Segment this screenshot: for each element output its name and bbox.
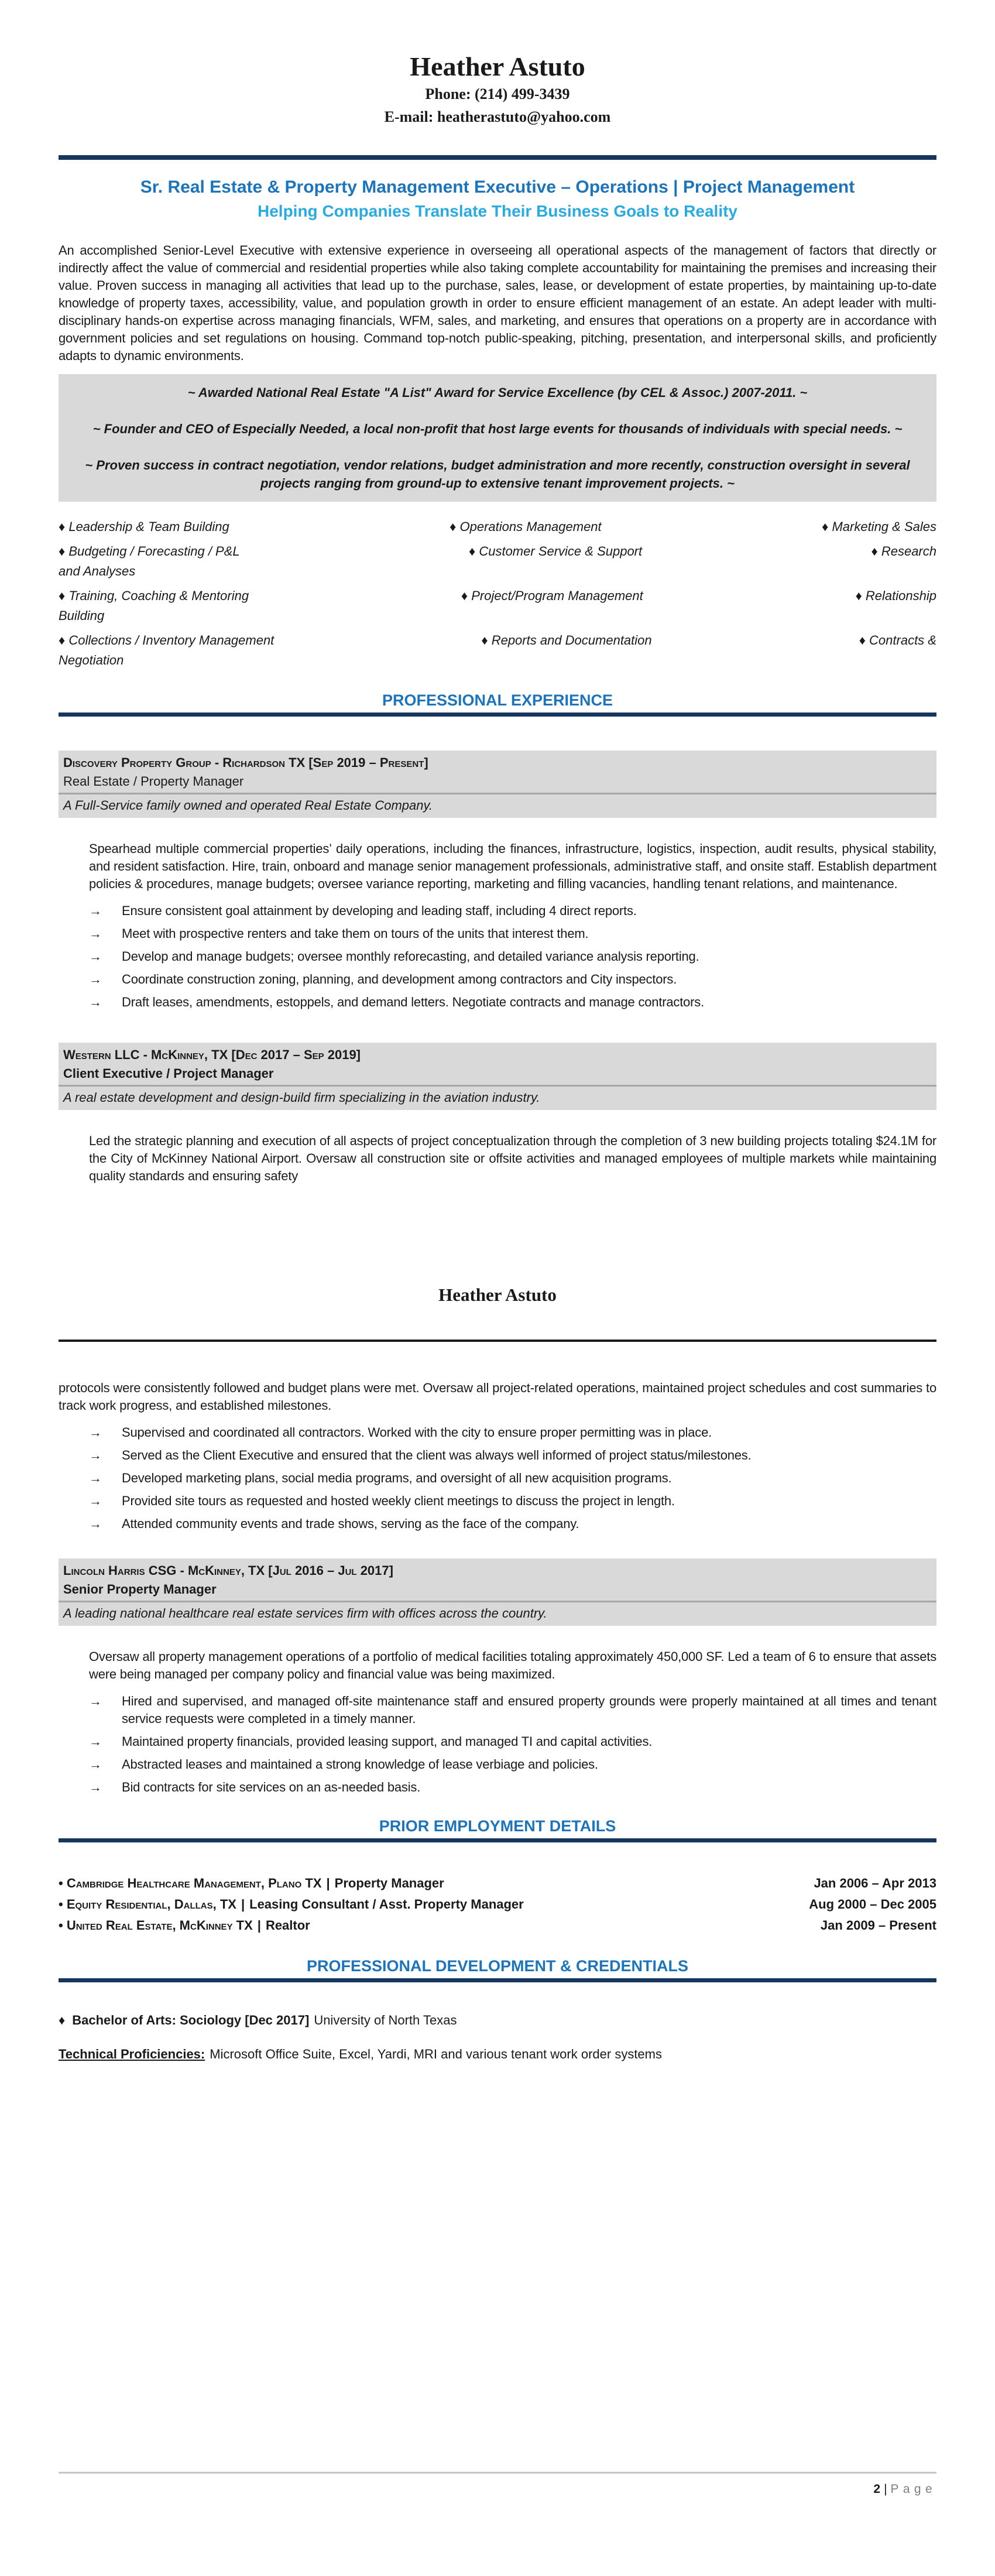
skill-item: ♦ Reports and Documentation [481,632,652,648]
technical-proficiencies-label: Technical Proficiencies: [59,2046,205,2061]
pipe-separator: | [241,1896,245,1912]
page-footer [873,2482,936,2496]
job-bullet: → Develop and manage budgets; oversee monthly reforecasting, and detailed variance analysis reporting. [59,948,936,965]
prior-employment-list [59,1873,936,1936]
highlights-box [59,374,936,502]
pipe-separator: | [326,1875,330,1890]
technical-proficiencies-text: Microsoft Office Suite, Excel, Yardi, MRI and various tenant work order systems [210,2046,662,2061]
skills-row [59,631,936,650]
skills-row [59,586,936,606]
job-company-blurb: A Full-Service family owned and operated Real Estate Company. [63,797,433,813]
job-bullet: → Abstracted leases and maintained a strong knowledge of lease verbiage and policies. [59,1756,936,1773]
header-divider-bar [59,155,936,160]
resume-title: Sr. Real Estate & Property Management Executive – Operations | Project Management [140,177,855,197]
section-heading-development: PROFESSIONAL DEVELOPMENT & CREDENTIALS [306,1957,689,1975]
skill-item: ♦ Budgeting / Forecasting / P&L [59,543,240,559]
job-paragraph: Spearhead multiple commercial properties’ daily operations, including the finances, infrastructure, logistics, inspection, audit results, physical stability, and resident satisfaction. Hire, train, onboard and manage senior management professionals, administrative staff, and onsite staff. Establish department policies & procedures, manage budgets; oversee variance reporting, marketing and filling vacancies, handling tenant relations, and maintenance. [89,841,936,891]
skill-item: ♦ Training, Coaching & Mentoring [59,588,249,603]
dot-bullet-icon: • [59,1896,63,1912]
skills-row [59,517,936,537]
skill-item: ♦ Collections / Inventory Management [59,632,275,648]
arrow-bullet-icon: → [89,994,102,1009]
section-heading-experience: PROFESSIONAL EXPERIENCE [382,691,613,709]
prior-employment-row [59,1873,936,1894]
arrow-bullet-icon: → [89,903,102,918]
job-bullet: → Served as the Client Executive and ensured that the client was always well informed of project status/milestones. [59,1447,936,1464]
footer-rule [59,2472,936,2474]
prior-employment-dates: Aug 2000 – Dec 2005 [809,1896,936,1912]
job-bullet: → Supervised and coordinated all contractors. Worked with the city to ensure proper permitting was in place. [59,1424,936,1441]
job-role: Real Estate / Property Manager [63,773,244,789]
resume-subtitle: Helping Companies Translate Their Business Goals to Reality [258,201,737,220]
arrow-bullet-icon: → [89,1493,102,1508]
job-entry-western [59,1043,936,1185]
arrow-bullet-icon: → [89,971,102,986]
pipe-separator: | [884,2482,887,2496]
candidate-name: Heather Astuto [410,52,585,81]
highlight-item: ~ Awarded National Real Estate "A List" Award for Service Excellence (by CEL & Assoc.) 2007-2011. ~ [187,385,808,400]
arrow-bullet-icon: → [89,1516,102,1531]
highlight-item: ~ Founder and CEO of Especially Needed, a local non-profit that host large events for thousands of individuals with special needs. ~ [92,421,903,436]
section-rule [59,1978,936,1982]
job-role: Client Executive / Project Manager [63,1066,274,1081]
job-role: Senior Property Manager [63,1581,217,1597]
phone-line: Phone: (214) 499-3439 [425,85,570,102]
skill-item: ♦ Project/Program Management [461,588,643,603]
job-header [59,1558,936,1626]
page2-header-name: Heather Astuto [438,1284,557,1305]
dot-bullet-icon: • [59,1917,63,1933]
pipe-separator: | [257,1917,261,1933]
skill-item-wrap: Building [59,608,105,623]
arrow-bullet-icon: → [89,1756,102,1772]
skill-item: ♦ Leadership & Team Building [59,519,229,534]
education-line [59,2013,936,2028]
job-bullet: → Meet with prospective renters and take them on tours of the units that interest them. [59,925,936,943]
job-bullet: → Coordinate construction zoning, planning, and development among contractors and City inspectors. [59,971,936,988]
summary-paragraph: An accomplished Senior-Level Executive with extensive experience in overseeing all operational aspects of the management of factors that directly or indirectly affect the value of commercial and residential properties while also taking complete accountability for maintaining the premises and increasing their value. Proven success in managing all activities that lead up to the purchase, sales, lease, or development of estate properties, by maintaining up-to-date knowledge of property taxes, accessibility, value, and population growth in order to ensure efficient management of an estate. An adept leader with multi-disciplinary hands-on expertise across managing financials, WFM, sales, and marketing, and ensures that operations on a property are in accordance with government policies and set regulations on housing. Command top-notch public-speaking, pitching, presentation, and interpersonal skills, and proficiently adapts to dynamic environments. [59,242,936,363]
diamond-bullet-icon: ♦ [59,2012,66,2027]
job-company-line: Discovery Property Group - Richardson TX [Sep 2019 – Present] [63,755,428,770]
arrow-bullet-icon: → [89,1734,102,1749]
skill-item-wrap: Negotiation [59,652,124,667]
arrow-bullet-icon: → [89,1447,102,1462]
degree-school: University of North Texas [314,2012,457,2027]
dot-bullet-icon: • [59,1875,63,1890]
skill-item: ♦ Contracts & [859,632,936,648]
job-paragraph: Led the strategic planning and execution of all aspects of project conceptualization through the completion of 3 new building projects totaling $24.1M for the City of McKinney National Airport. Oversaw all construction site or offsite activities and managed employees of multiple markets while maintaining quality standards and ensuring safety [89,1133,936,1183]
prior-employment-dates: Jan 2009 – Present [820,1917,936,1933]
skill-item: ♦ Operations Management [450,519,602,534]
email-line: E-mail: heatherastuto@yahoo.com [384,108,611,125]
prior-employment-row [59,1915,936,1936]
arrow-bullet-icon: → [89,1424,102,1440]
page-word: Page [890,2482,936,2496]
job-header-divider [59,793,936,794]
job-entry-lincoln-harris [59,1558,936,1796]
skill-item: ♦ Customer Service & Support [469,543,643,559]
arrow-bullet-icon: → [89,1693,102,1708]
prior-employment-entry: • United Real Estate, McKinney TX | Realtor [59,1917,310,1933]
arrow-bullet-icon: → [89,1470,102,1485]
job-bullet: → Attended community events and trade shows, serving as the face of the company. [59,1515,936,1533]
job-paragraph: Oversaw all property management operations of a portfolio of medical facilities totaling approximately 450,000 SF. Led a team of 6 to ensure that assets were being managed per company policy and financial value was being maximized. [89,1649,936,1681]
job-company-blurb: A leading national healthcare real estate services firm with offices across the country. [63,1605,547,1621]
section-rule [59,1838,936,1842]
job-bullet: → Draft leases, amendments, estoppels, and demand letters. Negotiate contracts and manage contractors. [59,994,936,1011]
contact-header [59,0,936,128]
job-entry-discovery [59,751,936,1011]
skill-item: ♦ Research [871,543,936,559]
prior-employment-entry: • Equity Residential, Dallas, TX | Leasing Consultant / Asst. Property Manager [59,1896,524,1912]
arrow-bullet-icon: → [89,1779,102,1794]
job-bullet-list [59,1693,936,1796]
skill-item: ♦ Relationship [855,588,936,603]
degree-title: Bachelor of Arts: Sociology [Dec 2017] [72,2012,310,2027]
prior-employment-row [59,1894,936,1915]
job-bullet-list [59,1424,936,1533]
job-bullet: → Developed marketing plans, social media programs, and oversight of all new acquisition programs. [59,1469,936,1487]
job-company-line: Lincoln Harris CSG - McKinney, TX [Jul 2016 – Jul 2017] [63,1563,393,1578]
job-paragraph-continued: protocols were consistently followed and budget plans were met. Oversaw all project-related operations, maintained project schedules and cost summaries to track work progress, and established milestones. [59,1380,936,1413]
highlight-item: ~ Proven success in contract negotiation, vendor relations, budget administration and more recently, construction oversight in several projects ranging from ground-up to extensive tenant improvement projects. ~ [85,457,910,491]
section-rule [59,712,936,717]
job-bullet: → Maintained property financials, provided leasing support, and managed TI and capital activities. [59,1733,936,1751]
job-header-divider [59,1601,936,1602]
section-heading-prior-employment: PRIOR EMPLOYMENT DETAILS [379,1817,616,1835]
skills-row [59,542,936,561]
skill-item-wrap: and Analyses [59,563,136,578]
page2-header-rule [59,1340,936,1342]
arrow-bullet-icon: → [89,926,102,941]
job-header [59,1043,936,1110]
technical-proficiencies-line [59,2047,936,2062]
job-bullet: → Provided site tours as requested and hosted weekly client meetings to discuss the project in length. [59,1492,936,1510]
job-header-divider [59,1085,936,1087]
job-company-blurb: A real estate development and design-build firm specializing in the aviation industry. [63,1090,540,1105]
job-company-line: Western LLC - McKinney, TX [Dec 2017 – Sep 2019] [63,1047,361,1062]
job-bullet: → Hired and supervised, and managed off-site maintenance staff and ensured property grounds were properly maintained at all times and tenant service requests were completed in a timely manner. [59,1693,936,1728]
skills-grid [59,517,936,670]
prior-employment-entry: • Cambridge Healthcare Management, Plano TX | Property Manager [59,1875,444,1890]
prior-employment-dates: Jan 2006 – Apr 2013 [814,1875,936,1890]
page-number: 2 [873,2482,881,2496]
job-bullet: → Bid contracts for site services on an as-needed basis. [59,1779,936,1796]
job-bullet: → Ensure consistent goal attainment by developing and leading staff, including 4 direct reports. [59,902,936,920]
job-bullet-list [59,902,936,1011]
job-header [59,751,936,818]
skill-item: ♦ Marketing & Sales [822,519,936,534]
arrow-bullet-icon: → [89,948,102,964]
